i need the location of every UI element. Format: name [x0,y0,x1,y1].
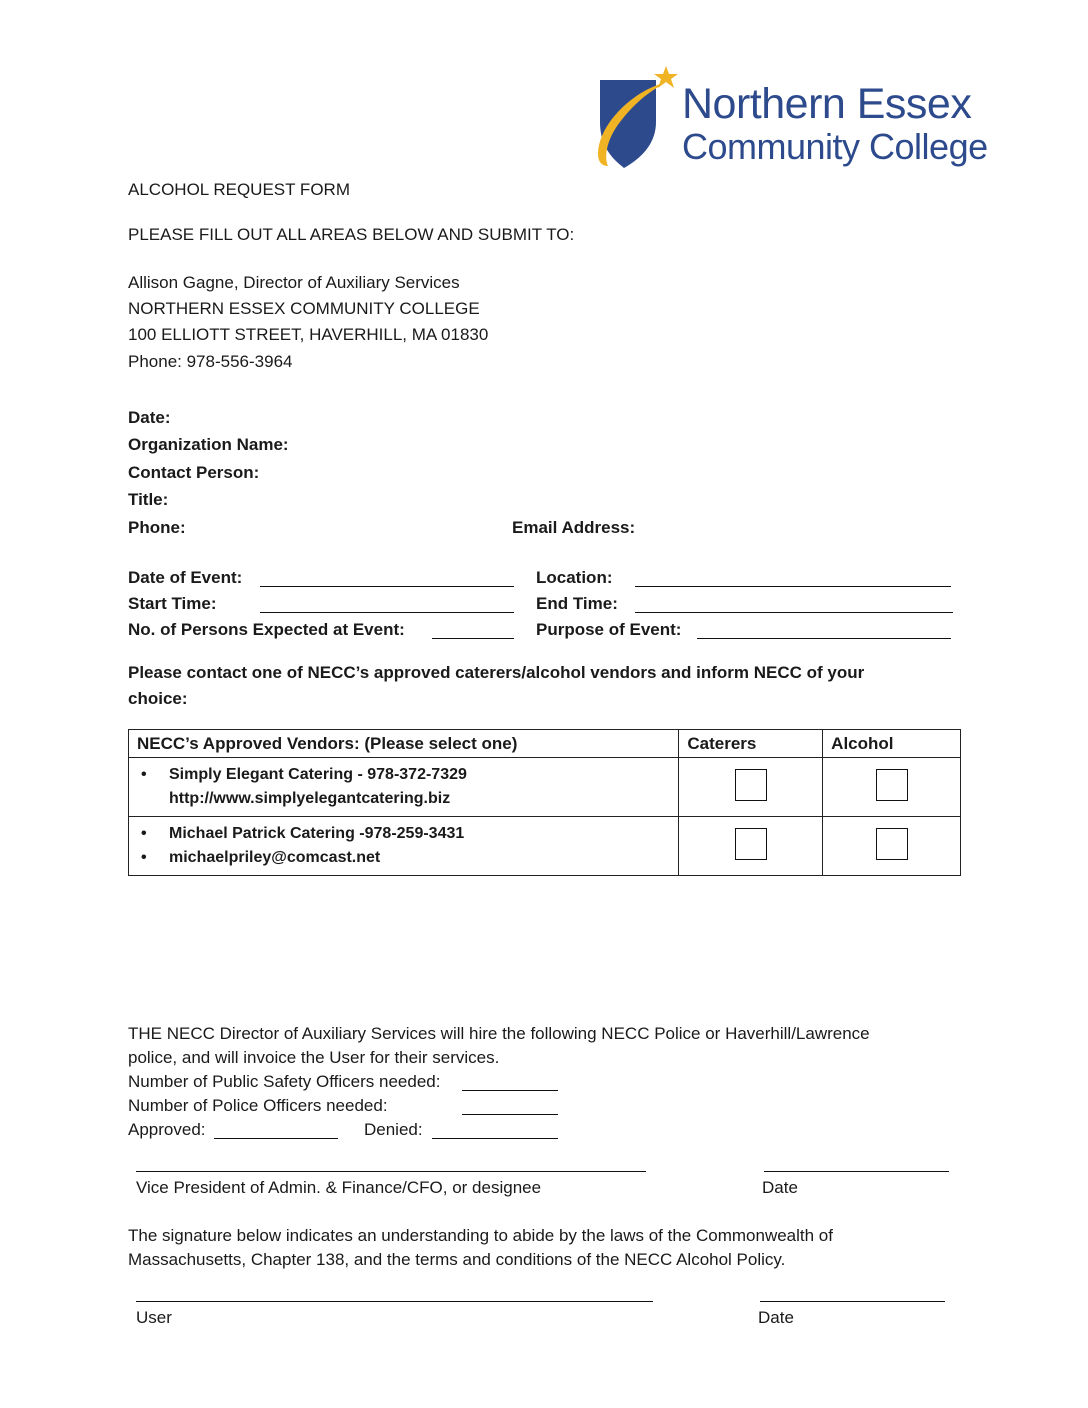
vendor-cell [129,758,679,817]
contact-person-label: Contact Person: [128,463,260,482]
vendor-cell [129,817,679,876]
vendor-email: michaelpriley@comcast.net [169,849,381,866]
vendor-name: Simply Elegant Catering - 978-372-7329 [169,766,467,783]
denied-label: Denied: [364,1120,423,1139]
alcohol-cell [823,758,961,817]
end-time-label: End Time: [536,594,618,613]
location-label: Location: [536,568,613,587]
user-signature-label: User [136,1308,172,1327]
persons-expected-field[interactable] [432,638,514,639]
alcohol-cell [823,817,961,876]
public-safety-field[interactable] [462,1090,558,1091]
address-phone: Phone: 978-556-3964 [128,352,293,371]
purpose-field[interactable] [697,638,951,639]
alcohol-checkbox[interactable] [876,769,908,801]
caterers-checkbox[interactable] [735,769,767,801]
phone-label: Phone: [128,518,186,537]
caterers-header: Caterers [679,730,823,758]
vendor-table [128,729,961,876]
caterers-cell [679,817,823,876]
police-line-2: police, and will invoice the User for their services. [128,1048,500,1067]
alcohol-header: Alcohol [823,730,961,758]
vendor-table-header [129,730,961,758]
public-safety-label: Number of Public Safety Officers needed: [128,1072,441,1091]
approved-label: Approved: [128,1120,206,1139]
address-line-2: NORTHERN ESSEX COMMUNITY COLLEGE [128,299,480,318]
college-logo [586,62,988,174]
location-field[interactable] [635,586,951,587]
police-officers-label: Number of Police Officers needed: [128,1096,388,1115]
caterers-cell [679,758,823,817]
bullet-icon: • [141,766,147,783]
persons-expected-label: No. of Persons Expected at Event: [128,620,405,639]
alcohol-checkbox[interactable] [876,828,908,860]
user-date-line[interactable] [760,1301,945,1302]
form-title: ALCOHOL REQUEST FORM [128,180,350,199]
date-of-event-field[interactable] [260,586,514,587]
denied-field[interactable] [432,1138,558,1139]
purpose-label: Purpose of Event: [536,620,682,639]
bullet-icon: • [141,849,147,866]
logo-line-1: Northern Essex [682,80,972,128]
vp-date-line[interactable] [764,1171,949,1172]
address-line-1: Allison Gagne, Director of Auxiliary Services [128,273,460,292]
police-line-1: THE NECC Director of Auxiliary Services will hire the following NECC Police or Haverhill/Lawrence [128,1024,870,1043]
vp-date-label: Date [762,1178,798,1197]
user-date-label: Date [758,1308,794,1327]
date-of-event-label: Date of Event: [128,568,243,587]
vp-signature-label: Vice President of Admin. & Finance/CFO, or designee [136,1178,542,1197]
vp-signature-line[interactable] [136,1171,646,1172]
submit-instruction: PLEASE FILL OUT ALL AREAS BELOW AND SUBMIT TO: [128,225,575,244]
notice-line-1: The signature below indicates an understanding to abide by the laws of the Commonwealth of [128,1226,833,1245]
organization-name-label: Organization Name: [128,435,289,454]
title-label: Title: [128,490,169,509]
shield-star-icon [586,62,682,174]
approved-field[interactable] [214,1138,338,1139]
vendor-name: Michael Patrick Catering -978-259-3431 [169,825,465,842]
notice-line-2: Massachusetts, Chapter 138, and the terms and conditions of the NECC Alcohol Policy. [128,1250,786,1269]
bullet-icon: • [141,825,147,842]
vendors-header: NECC’s Approved Vendors: (Please select one) [129,730,679,758]
table-row [129,817,961,876]
table-row [129,758,961,817]
start-time-field[interactable] [260,612,514,613]
vendor-prompt-line-2: choice: [128,689,188,708]
logo-line-2: Community College [682,126,988,167]
user-signature-line[interactable] [136,1301,653,1302]
address-line-3: 100 ELLIOTT STREET, HAVERHILL, MA 01830 [128,325,489,344]
caterers-checkbox[interactable] [735,828,767,860]
start-time-label: Start Time: [128,594,217,613]
police-officers-field[interactable] [462,1114,558,1115]
email-label: Email Address: [512,518,636,537]
vendor-website: http://www.simplyelegantcatering.biz [169,790,451,807]
end-time-field[interactable] [635,612,953,613]
date-label: Date: [128,408,171,427]
vendor-prompt-line-1: Please contact one of NECC’s approved caterers/alcohol vendors and inform NECC of your [128,663,865,682]
